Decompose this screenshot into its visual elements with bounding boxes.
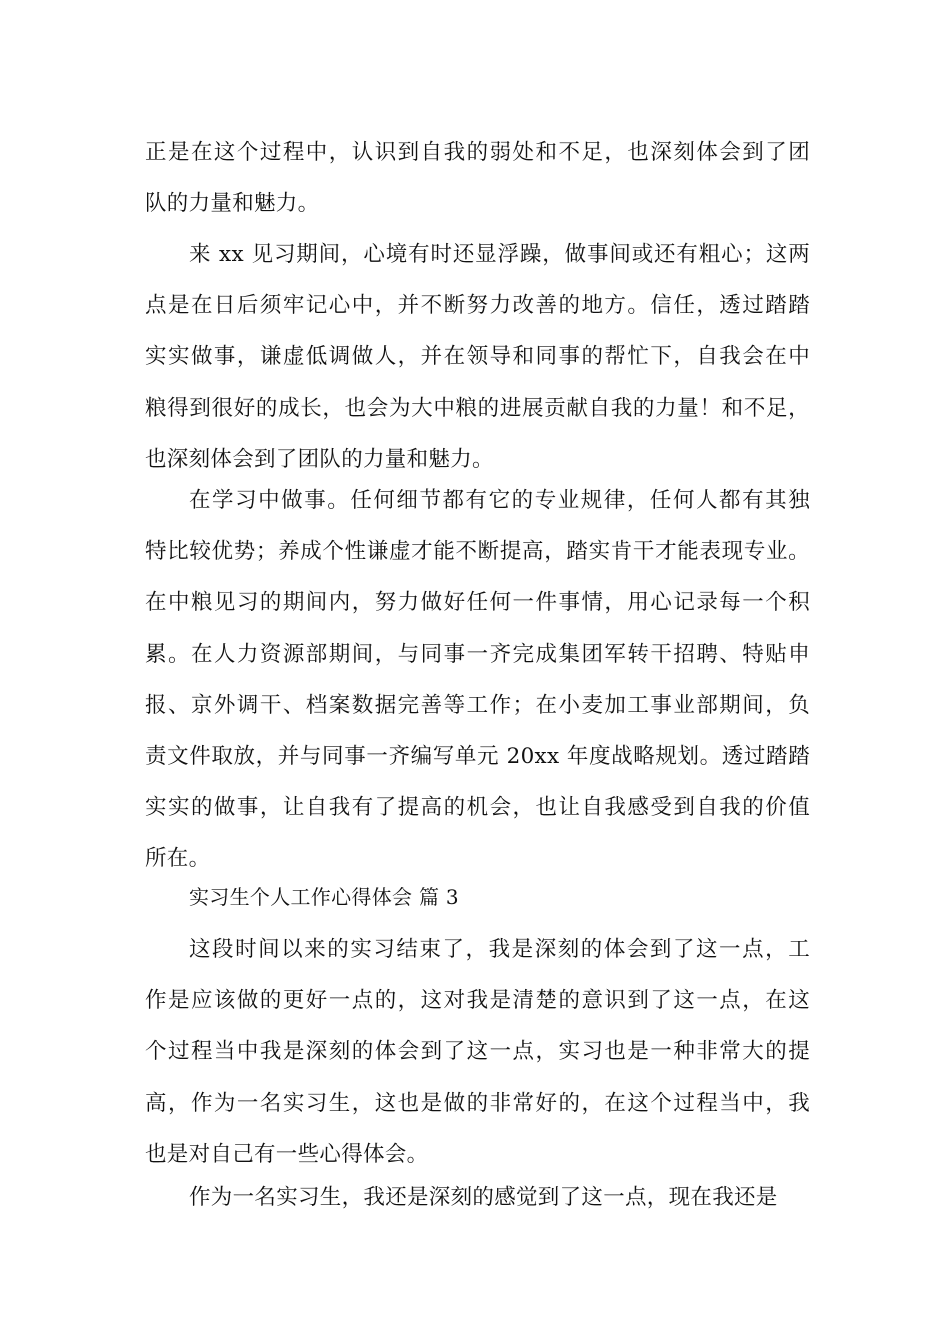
section-heading-block <box>145 872 810 923</box>
paragraph <box>145 475 810 885</box>
text-line: 在中粮见习的期间内，努力做好任何一件事情，用心记录每一个积 <box>145 590 810 616</box>
paragraph <box>145 924 810 1180</box>
text-line: 这段时间以来的实习结束了，我是深刻的体会到了这一点，工 <box>189 937 810 962</box>
paragraph-continued <box>145 127 810 229</box>
paragraph <box>145 229 810 485</box>
text-line: 在学习中做事。任何细节都有它的专业规律，任何人都有其独 <box>189 488 810 513</box>
text-line: 高，作为一名实习生，这也是做的非常好的，在这个过程当中，我 <box>145 1090 810 1116</box>
text-line: 所在。 <box>145 846 211 872</box>
text-line: 作为一名实习生，我还是深刻的感觉到了这一点，现在我还是 <box>189 1185 778 1210</box>
text-line: 责文件取放，并与同事一齐编写单元 20xx 年度战略规划。透过踏踏 <box>145 743 810 769</box>
text-line: 也深刻体会到了团队的力量和魅力。 <box>145 446 494 472</box>
text-line: 正是在这个过程中，认识到自我的弱处和不足，也深刻体会到了团 <box>145 140 810 165</box>
text-line: 实实做事，谦虚低调做人，并在领导和同事的帮忙下，自我会在中 <box>145 344 810 370</box>
text-line: 也是对自己有一些心得体会。 <box>145 1141 429 1167</box>
text-line: 报、京外调干、档案数据完善等工作；在小麦加工事业部期间，负 <box>145 692 810 718</box>
text-line: 粮得到很好的成长，也会为大中粮的进展贡献自我的力量！和不足， <box>145 395 810 421</box>
text-line: 点是在日后须牢记心中，并不断努力改善的地方。信任，透过踏踏 <box>145 293 810 319</box>
text-line: 特比较优势；养成个性谦虚才能不断提高，踏实肯干才能表现专业。 <box>145 539 810 565</box>
paragraph <box>145 1172 810 1223</box>
text-line: 累。在人力资源部期间，与同事一齐完成集团军转干招聘、特贴申 <box>145 641 810 667</box>
text-line: 作是应该做的更好一点的，这对我是清楚的意识到了这一点，在这 <box>145 988 810 1014</box>
text-line: 来 xx 见习期间，心境有时还显浮躁，做事间或还有粗心；这两 <box>189 242 810 267</box>
text-line: 个过程当中我是深刻的体会到了这一点，实习也是一种非常大的提 <box>145 1039 810 1065</box>
text-line: 实实的做事，让自我有了提高的机会，也让自我感受到自我的价值 <box>145 795 810 821</box>
text-line: 队的力量和魅力。 <box>145 191 320 217</box>
section-heading: 实习生个人工作心得体会 篇 3 <box>189 885 459 909</box>
